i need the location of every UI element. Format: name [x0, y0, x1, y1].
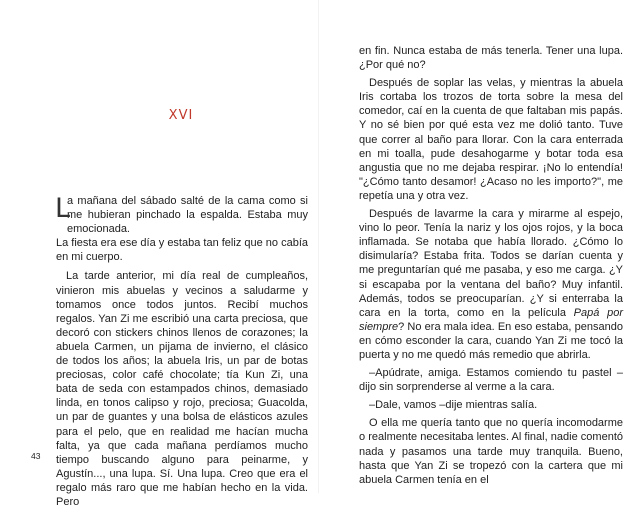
paragraph-continuation: en fin. Nunca estaba de más tenerla. Tener una lupa. ¿Por qué no? [359, 45, 623, 72]
opening-paragraph-rest: La fiesta era ese día y estaba tan feliz que no cabía en mi cuerpo. [56, 237, 308, 264]
opening-paragraph [56, 194, 308, 236]
movie-title: Papá por siempre [359, 306, 623, 333]
right-text-column [359, 44, 623, 487]
paragraph-candles: Después de soplar las velas, y mientras la abuela Iris cortaba los trozos de torta sobre la mesa del comedor, caí en la cuenta de que faltaban mis papás. Y no sé bien por qué esta vez me dolió tanto. Tuve que correr al baño para llorar. Con la cara enterrada en mi toalla, pude desahogarme y botar toda esa angustia que no me dejaba respirar. ¡No lo entendía! "¿Cómo tanto desamor! ¿Acaso no les importo?", me repetía una y otra vez. [359, 77, 623, 202]
opening-line-1: a mañana del sábado salté de la cama como si me [67, 195, 308, 222]
left-text-column [56, 194, 308, 509]
left-page [0, 0, 319, 508]
dialogue-line-1: –Apúdrate, amiga. Estamos comiendo tu pastel –dijo sin sorprenderse al verme a la cara. [359, 367, 623, 394]
paragraph-mirror-text-a: Después de lavarme la cara y mirarme al espejo, vino lo peor. Tenía la nariz y los ojos rojos, y la boca inflamada. Se notaba que había llorado. ¿Cómo lo disimularía? Estaba frita. Todos se darían cuenta y me preguntarían qué me pasaba, y eso me carga. ¿Y si escapaba por la ventana del baño? Muy infantil. Además, todos se preocuparían. ¿Y si enterraba la cara en la torta, como en la película [359, 208, 623, 319]
paragraph-mirror-text-b: ? No era mala idea. En eso estaba, pensando en cómo esconder la cara, cuando Yan Zi me tocó la puerta y no me quedó más remedio que abrirla. [359, 320, 623, 361]
dialogue-line-2: –Dale, vamos –dije mientras salía. [369, 399, 538, 412]
drop-cap: L [55, 193, 71, 224]
paragraph-birthday-gifts: La tarde anterior, mi día real de cumpleaños, vinieron mis abuelas y vecinos a saludarme y tomamos once todos juntos. Recibí muchos regalos. Yan Zi me escribió una carta preciosa, que decoró con stickers chinos llenos de corazones; la abuela Carmen, un pijama de invierno, el clásico de todos los años; la abuela Iris, un par de botas preciosas, color café chocolate; tía Kun Zi, una bata de seda con estampados chinos, demasiado linda, en tonos calipso y rojo, preciosa; Guacolda, un par de guantes y una bolsa de elásticos azules para el pelo, que en realidad me hacían mucha falta, ya que cada mañana perdíamos mucho tiempo buscando alguno para peinarme, y Agustín..., una lupa. Sí. Una lupa. Creo que era el regalo más raro que me habían hecho en la vida. Pero [56, 270, 308, 508]
right-page [319, 0, 638, 493]
page-number: 43 [31, 451, 41, 461]
paragraph-mirror [359, 207, 623, 362]
paragraph-lentes: O ella me quería tanto que no quería incomodarme o realmente necesitaba lentes. Al final, nadie comentó nada y pasamos una tarde muy tranquila. Bueno, hasta que Yan Zi se tropezó con la cartera que mi abuela Carmen tenía en el [359, 417, 623, 486]
opening-line-2: hubieran pinchado la espalda. Estaba muy emocionada. [67, 209, 308, 236]
chapter-title: XVI [168, 108, 194, 123]
